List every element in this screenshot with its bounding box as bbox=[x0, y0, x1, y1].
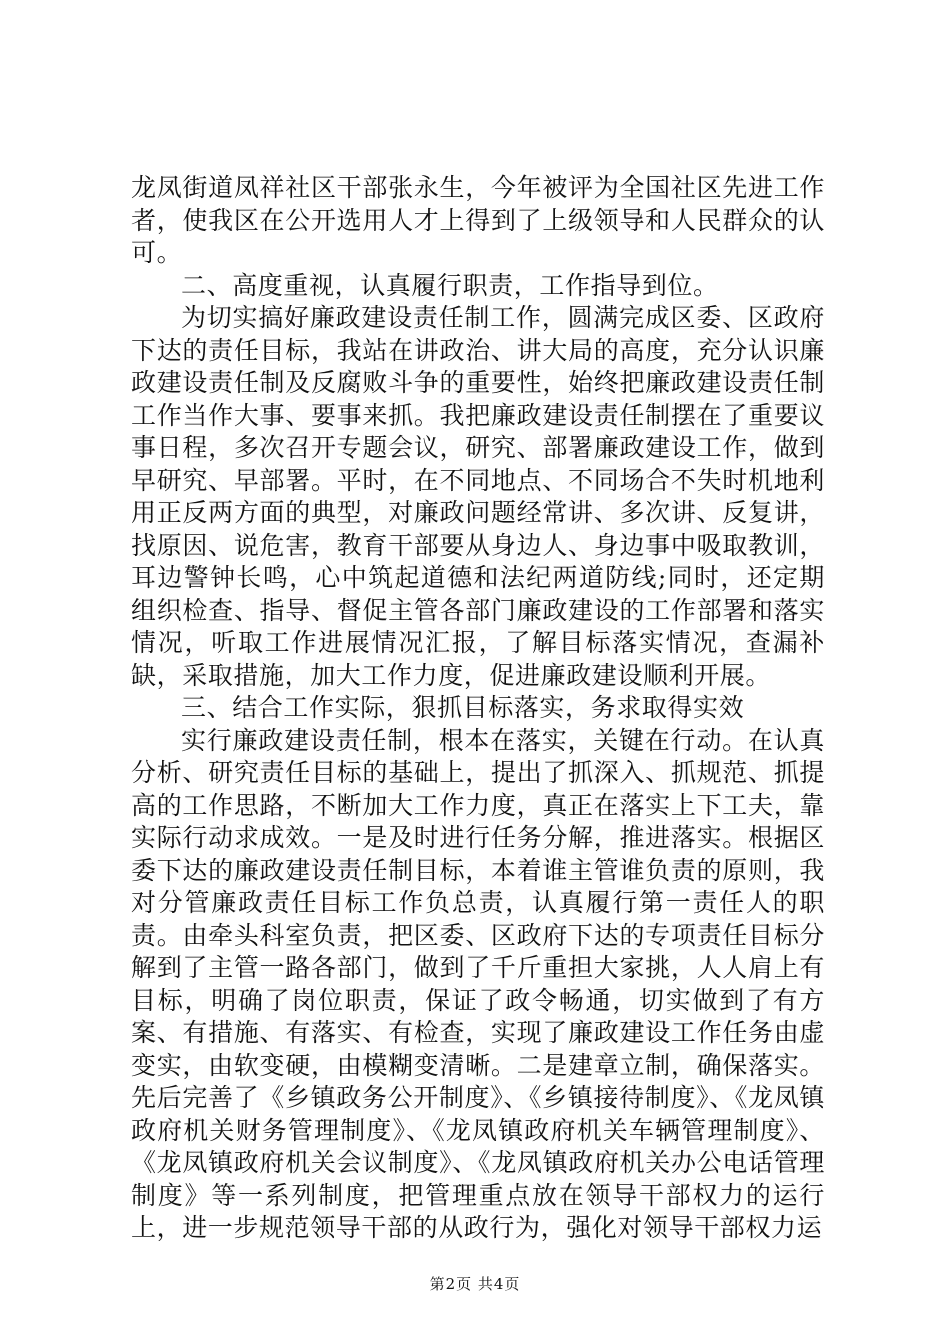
heading-section-two: 二、高度重视，认真履行职责，工作指导到位。 bbox=[181, 270, 719, 300]
document-body bbox=[131, 172, 825, 1245]
page-footer: 第2页 共4页 bbox=[429, 1275, 521, 1293]
paragraph-section-two: 为切实搞好廉政建设责任制工作，圆满完成区委、区政府下达的责任目标，我站在讲政治、讲大局的高度，充分认识廉政建设责任制及反腐败斗争的重要性，始终把廉政建设责任制工作当作大事、要事来抓。我把廉政建设责任制摆在了重要议事日程，多次召开专题会议，研究、部署廉政建设工作，做到早研究、早部署。平时，在不同地点、不同场合不失时机地利用正反两方面的典型，对廉政问题经常讲、多次讲、反复讲，找原因、说危害，教育干部要从身边人、身边事中吸取教训，耳边警钟长鸣，心中筑起道德和法纪两道防线;同时，还定期组织检查、指导、督促主管各部门廉政建设的工作部署和落实情况，听取工作进展情况汇报，了解目标落实情况，查漏补缺，采取措施，加大工作力度，促进廉政建设顺利开展。 bbox=[131, 303, 825, 690]
paragraph-community-cadre: 龙凤街道凤祥社区干部张永生，今年被评为全国社区先进工作者，使我区在公开选用人才上得到了上级领导和人民群众的认可。 bbox=[131, 173, 825, 267]
heading-section-three: 三、结合工作实际，狠抓目标落实，务求取得实效 bbox=[181, 693, 745, 722]
paragraph-section-three: 实行廉政建设责任制，根本在落实，关键在行动。在认真分析、研究责任目标的基础上，提出了抓深入、抓规范、抓提高的工作思路，不断加大工作力度，真正在落实上下工夫，靠实际行动求成效。一是及时进行任务分解，推进落实。根据区委下达的廉政建设责任制目标，本着谁主管谁负责的原则，我对分管廉政责任目标工作负总责，认真履行第一责任人的职责。由牵头科室负责，把区委、区政府下达的专项责任目标分解到了主管一路各部门，做到了千斤重担大家挑，人人肩上有目标，明确了岗位职责，保证了政令畅通，切实做到了有方案、有措施、有落实、有检查，实现了廉政建设工作任务由虚变实，由软变硬，由模糊变清晰。二是建章立制，确保落实。先后完善了《乡镇政务公开制度》、《乡镇接待制度》、《龙凤镇政府机关财务管理制度》、《龙凤镇政府机关车辆管理制度》、《龙凤镇政府机关会议制度》、《龙凤镇政府机关办公电话管理制度》等一系列制度，把管理重点放在领导干部权力的运行上，进一步规范领导干部的从政行为，强化对领导干部权力运 bbox=[131, 725, 825, 1242]
